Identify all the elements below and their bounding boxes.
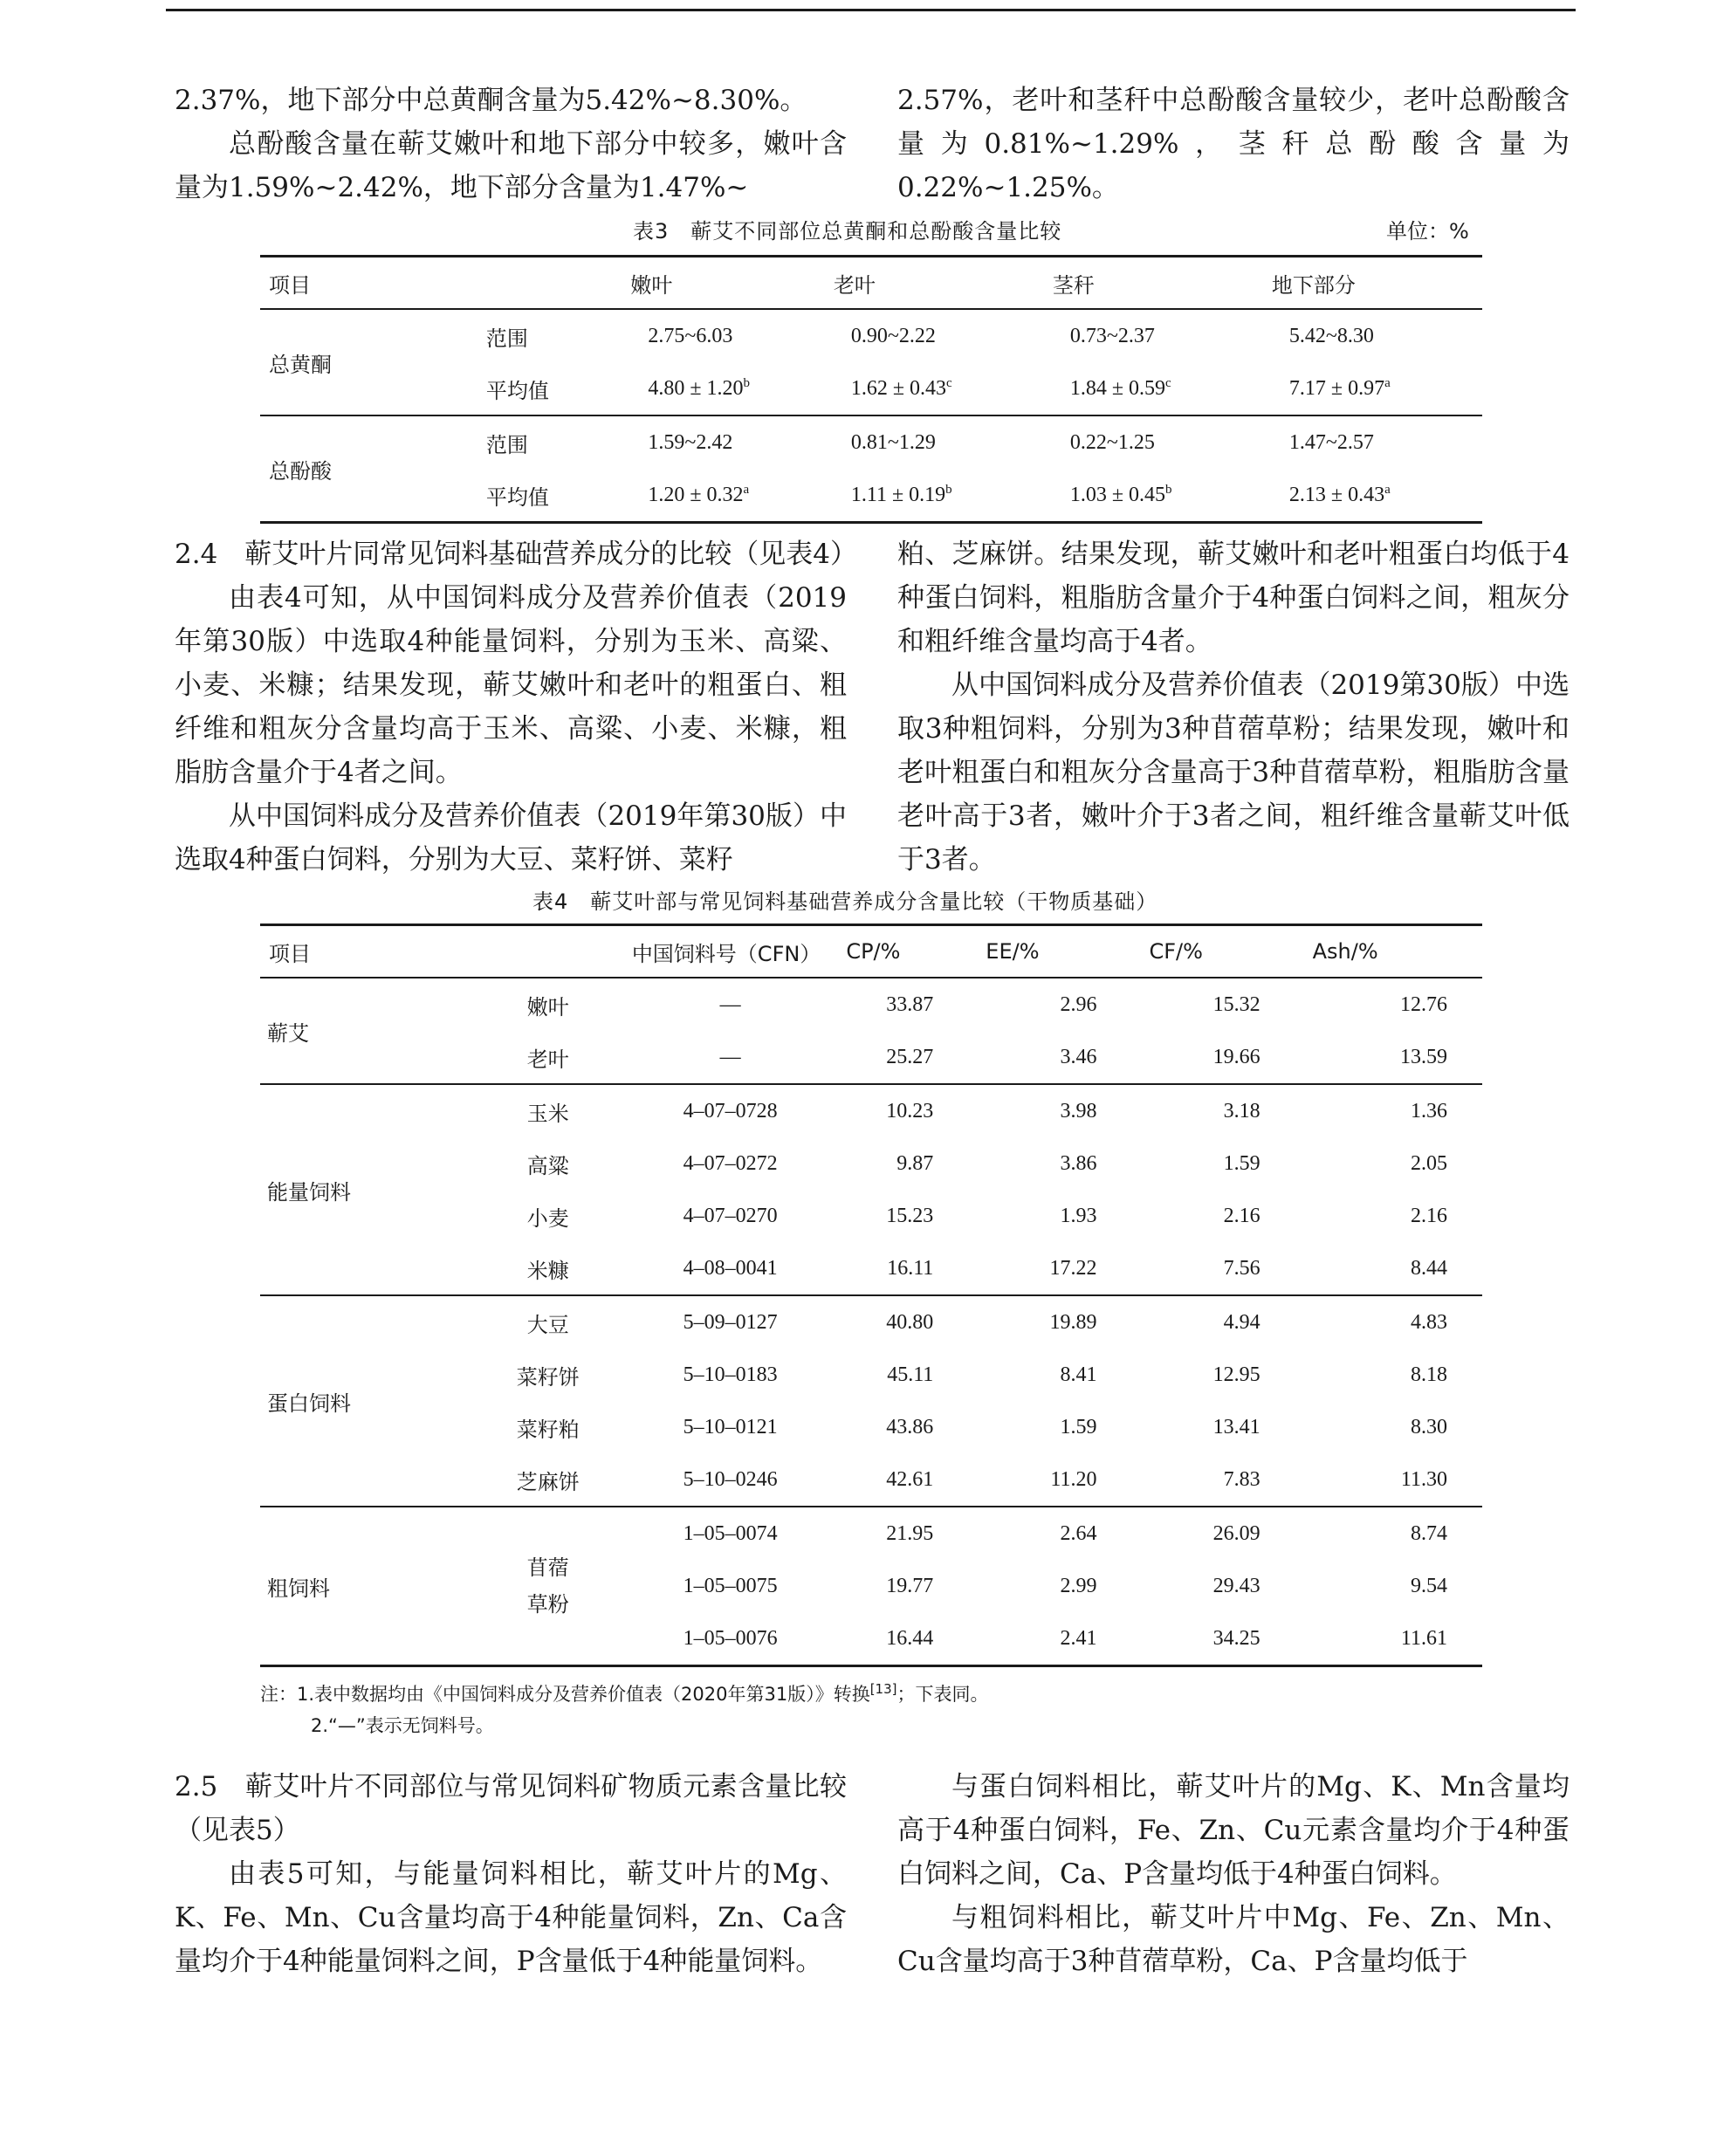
row-label: 米糠 bbox=[526, 1258, 569, 1283]
value-cell: 1.93 bbox=[1060, 1204, 1097, 1227]
value-cell: 33.87 bbox=[886, 992, 934, 1016]
table3 bbox=[260, 255, 1482, 524]
value-cell: 0.22~1.25 bbox=[1069, 430, 1155, 454]
top-right-column bbox=[897, 79, 1570, 209]
value-cell: 5.42~8.30 bbox=[1288, 324, 1374, 347]
value-cell: 42.61 bbox=[886, 1467, 934, 1491]
cfn-cell: 5–10–0246 bbox=[683, 1467, 778, 1491]
cfn-cell: 4–08–0041 bbox=[683, 1256, 778, 1280]
header-rule bbox=[166, 9, 1576, 11]
row-label: 大豆 bbox=[526, 1312, 569, 1337]
row-label: 玉米 bbox=[526, 1101, 569, 1126]
value-cell: 12.76 bbox=[1400, 992, 1447, 1016]
table-note: 2.“—”表示无饲料号。 bbox=[311, 1715, 494, 1736]
value-cell: 2.13 ± 0.43$^a$ bbox=[1288, 482, 1391, 506]
row-label: 老叶 bbox=[526, 1047, 569, 1072]
header-cell bbox=[473, 925, 623, 978]
table4-notes bbox=[260, 1679, 989, 1741]
value-cell: 3.18 bbox=[1223, 1099, 1260, 1123]
value-cell: 11.30 bbox=[1400, 1467, 1447, 1491]
header-cell: 中国饲料号（CFN） bbox=[631, 941, 821, 966]
value-cell: 17.22 bbox=[1049, 1256, 1097, 1280]
value-cell: 2.16 bbox=[1411, 1204, 1447, 1227]
header-cell: EE/% bbox=[986, 939, 1040, 964]
row-label: 小麦 bbox=[526, 1205, 569, 1231]
value-cell: 0.90~2.22 bbox=[850, 324, 936, 347]
value-cell: 1.03 ± 0.45$^b$ bbox=[1069, 482, 1172, 506]
header-cell: 地下部分 bbox=[1271, 272, 1356, 298]
value-cell: 8.41 bbox=[1060, 1363, 1097, 1386]
value-cell: 2.41 bbox=[1060, 1626, 1097, 1650]
value-cell: 15.32 bbox=[1212, 992, 1260, 1016]
sec24-left-column bbox=[175, 532, 858, 882]
table-header-row bbox=[260, 925, 1482, 978]
cfn-cell: 1–05–0074 bbox=[683, 1521, 778, 1545]
cfn-cell: 4–07–0270 bbox=[683, 1204, 778, 1227]
significance-mark: c bbox=[946, 375, 952, 390]
value-cell: 9.87 bbox=[896, 1151, 934, 1175]
cfn-cell: — bbox=[719, 992, 741, 1016]
row-label: 苜蓿草粉 bbox=[526, 1555, 569, 1617]
significance-mark: c bbox=[1165, 375, 1171, 390]
header-cell: Ash/% bbox=[1312, 939, 1378, 964]
table-group bbox=[260, 1084, 1482, 1295]
table4 bbox=[260, 924, 1482, 1667]
cfn-cell: — bbox=[719, 1045, 741, 1068]
value-cell: 16.11 bbox=[887, 1256, 934, 1280]
value-cell: 4.94 bbox=[1223, 1310, 1260, 1334]
significance-mark: b bbox=[945, 482, 952, 497]
table3-caption: 表3 蕲艾不同部位总黄酮和总酚酸含量比较 bbox=[633, 219, 1062, 244]
value-cell: 34.25 bbox=[1212, 1626, 1260, 1650]
row-label: 菜籽饼 bbox=[516, 1364, 580, 1390]
significance-mark: b bbox=[1165, 482, 1172, 497]
paragraph: 2.57%，老叶和茎秆中总酚酸含量较少，老叶总酚酸含量为0.81%~1.29%，茎秆总酚酸含量为0.22%~1.25%。 bbox=[897, 85, 1570, 203]
value-cell: 29.43 bbox=[1212, 1574, 1260, 1597]
value-cell: 1.59 bbox=[1223, 1151, 1260, 1175]
paragraph: 与蛋白饲料相比，蕲艾叶片的Mg、K、Mn含量均高于4种蛋白饲料，Fe、Zn、Cu元素含量均介于4种蛋白饲料之间，Ca、P含量均低于4种蛋白饲料。 bbox=[897, 1771, 1570, 1890]
significance-mark: a bbox=[743, 482, 750, 497]
group-label: 总黄酮 bbox=[269, 352, 332, 377]
value-cell: 45.11 bbox=[887, 1363, 934, 1386]
value-cell: 16.44 bbox=[886, 1626, 934, 1650]
section-heading: 2.4 蕲艾叶片同常见饲料基础营养成分的比较（见表4） bbox=[175, 539, 858, 570]
header-cell bbox=[477, 257, 622, 310]
cfn-cell: 4–07–0728 bbox=[683, 1099, 778, 1123]
value-cell: 19.77 bbox=[886, 1574, 934, 1597]
header-cell: 项目 bbox=[269, 272, 311, 298]
table-row bbox=[260, 1084, 1482, 1137]
cfn-cell: 5–10–0183 bbox=[683, 1363, 778, 1386]
significance-mark: b bbox=[743, 375, 751, 390]
header-cell: CP/% bbox=[846, 939, 901, 964]
top-left-column bbox=[175, 79, 847, 209]
table-group bbox=[260, 1295, 1482, 1507]
value-cell: 12.95 bbox=[1212, 1363, 1260, 1386]
table-row bbox=[260, 1295, 1482, 1349]
row-label: 平均值 bbox=[485, 378, 549, 403]
value-cell: 21.95 bbox=[886, 1521, 934, 1545]
value-cell: 4.83 bbox=[1411, 1310, 1447, 1334]
row-label: 高粱 bbox=[526, 1153, 569, 1178]
paragraph: 从中国饲料成分及营养价值表（2019年第30版）中选取4种蛋白饲料，分别为大豆、菜籽饼、菜籽 bbox=[175, 800, 847, 875]
value-cell: 2.05 bbox=[1411, 1151, 1447, 1175]
header-cell: 项目 bbox=[269, 941, 311, 966]
value-cell: 1.59 bbox=[1060, 1415, 1097, 1438]
value-cell: 19.89 bbox=[1049, 1310, 1097, 1334]
value-cell: 15.23 bbox=[886, 1204, 934, 1227]
sec25-left-column bbox=[175, 1765, 847, 1983]
value-cell: 8.74 bbox=[1411, 1521, 1447, 1545]
table-row bbox=[260, 1507, 1482, 1560]
value-cell: 1.62 ± 0.43$^c$ bbox=[850, 375, 952, 400]
value-cell: 2.64 bbox=[1060, 1521, 1097, 1545]
significance-mark: a bbox=[1384, 482, 1391, 497]
value-cell: 0.81~1.29 bbox=[850, 430, 936, 454]
value-cell: 19.66 bbox=[1212, 1045, 1260, 1068]
row-label: 范围 bbox=[485, 432, 528, 457]
value-cell: 40.80 bbox=[886, 1310, 934, 1334]
value-cell: 7.17 ± 0.97$^a$ bbox=[1288, 375, 1391, 400]
cfn-cell: 1–05–0075 bbox=[683, 1574, 778, 1597]
paragraph: 与粗饲料相比，蕲艾叶片中Mg、Fe、Zn、Mn、Cu含量均高于3种苜蓿草粉，Ca、P含量均低于 bbox=[897, 1902, 1570, 1977]
header-cell: 茎秆 bbox=[1052, 272, 1095, 298]
value-cell: 7.83 bbox=[1223, 1467, 1260, 1491]
citation: [13] bbox=[869, 1681, 897, 1697]
value-cell: 43.86 bbox=[886, 1415, 934, 1438]
paragraph: 从中国饲料成分及营养价值表（2019第30版）中选取3种粗饲料，分别为3种苜蓿草粉；结果发现，嫩叶和老叶粗蛋白和粗灰分含量高于3种苜蓿草粉，粗脂肪含量老叶高于3者，嫩叶介于3者之间，粗纤维含量蕲艾叶低于3者。 bbox=[897, 669, 1570, 875]
table-row bbox=[260, 415, 1482, 469]
table-group bbox=[260, 1507, 1482, 1666]
table-group bbox=[260, 415, 1482, 523]
group-label: 蕲艾 bbox=[267, 1020, 309, 1046]
row-label: 嫩叶 bbox=[526, 994, 569, 1020]
cfn-cell: 1–05–0076 bbox=[683, 1626, 778, 1650]
row-label: 菜籽粕 bbox=[516, 1417, 580, 1442]
significance-mark: a bbox=[1384, 375, 1391, 390]
cfn-cell: 4–07–0272 bbox=[683, 1151, 778, 1175]
value-cell: 1.20 ± 0.32$^a$ bbox=[648, 482, 750, 506]
value-cell: 11.20 bbox=[1050, 1467, 1097, 1491]
table-note: 注：1.表中数据均由《中国饲料成分及营养价值表（2020年第31版）》转换[13]；下表同。 bbox=[260, 1681, 989, 1705]
group-label: 总酚酸 bbox=[269, 458, 332, 484]
table-group bbox=[260, 978, 1482, 1084]
value-cell: 3.86 bbox=[1060, 1151, 1097, 1175]
cfn-cell: 5–10–0121 bbox=[683, 1415, 778, 1438]
table-header-row bbox=[260, 257, 1482, 310]
cfn-cell: 5–09–0127 bbox=[683, 1310, 778, 1334]
table-row bbox=[260, 978, 1482, 1031]
value-cell: 10.23 bbox=[886, 1099, 934, 1123]
group-label: 能量饲料 bbox=[267, 1179, 351, 1205]
value-cell: 1.47~2.57 bbox=[1288, 430, 1374, 454]
value-cell: 3.98 bbox=[1060, 1099, 1097, 1123]
value-cell: 1.84 ± 0.59$^c$ bbox=[1069, 375, 1171, 400]
value-cell: 11.61 bbox=[1400, 1626, 1447, 1650]
value-cell: 1.11 ± 0.19$^b$ bbox=[850, 482, 952, 506]
header-cell: CF/% bbox=[1149, 939, 1203, 964]
value-cell: 2.96 bbox=[1060, 992, 1097, 1016]
value-cell: 13.41 bbox=[1212, 1415, 1260, 1438]
paragraph: 由表5可知，与能量饲料相比，蕲艾叶片的Mg、K、Fe、Mn、Cu含量均高于4种能量饲料，Zn、Ca含量均介于4种能量饲料之间，P含量低于4种能量饲料。 bbox=[175, 1858, 847, 1977]
value-cell: 25.27 bbox=[886, 1045, 934, 1068]
sec25-right-column bbox=[897, 1765, 1570, 1983]
value-cell: 13.59 bbox=[1400, 1045, 1447, 1068]
value-cell: 8.18 bbox=[1411, 1363, 1447, 1386]
value-cell: 8.44 bbox=[1411, 1256, 1447, 1280]
paragraph: 由表4可知，从中国饲料成分及营养价值表（2019年第30版）中选取4种能量饲料，分别为玉米、高粱、小麦、米糠；结果发现，蕲艾嫩叶和老叶的粗蛋白、粗纤维和粗灰分含量均高于玉米、高粱、小麦、米糠，粗脂肪含量介于4者之间。 bbox=[175, 582, 847, 788]
group-label: 粗饲料 bbox=[267, 1576, 330, 1601]
paragraph: 总酚酸含量在蕲艾嫩叶和地下部分中较多，嫩叶含量为1.59%~2.42%，地下部分含量为1.47%~ bbox=[175, 128, 847, 203]
paragraph: 粕、芝麻饼。结果发现，蕲艾嫩叶和老叶粗蛋白均低于4种蛋白饲料，粗脂肪含量介于4种蛋白饲料之间，粗灰分和粗纤维含量均高于4者。 bbox=[897, 539, 1570, 657]
value-cell: 2.16 bbox=[1223, 1204, 1260, 1227]
row-label: 芝麻饼 bbox=[516, 1469, 580, 1494]
header-cell: 老叶 bbox=[833, 272, 876, 298]
value-cell: 4.80 ± 1.20$^b$ bbox=[648, 375, 751, 400]
value-cell: 9.54 bbox=[1411, 1574, 1447, 1597]
value-cell: 8.30 bbox=[1411, 1415, 1447, 1438]
table4-caption: 表4 蕲艾叶部与常见饲料基础营养成分含量比较（干物质基础） bbox=[532, 889, 1158, 914]
row-label: 平均值 bbox=[485, 484, 549, 510]
row-label: 范围 bbox=[485, 326, 528, 351]
section-heading: 2.5 蕲艾叶片不同部位与常见饲料矿物质元素含量比较（见表5） bbox=[175, 1771, 847, 1846]
value-cell: 1.36 bbox=[1411, 1099, 1447, 1123]
table3-unit: 单位：% bbox=[1386, 219, 1469, 244]
value-cell: 3.46 bbox=[1060, 1045, 1097, 1068]
value-cell: 1.59~2.42 bbox=[648, 430, 733, 454]
table-group bbox=[260, 309, 1482, 415]
value-cell: 7.56 bbox=[1223, 1256, 1260, 1280]
sec24-right-column bbox=[897, 532, 1570, 882]
paragraph: 2.37%，地下部分中总黄酮含量为5.42%~8.30%。 bbox=[175, 85, 807, 116]
header-cell: 嫩叶 bbox=[630, 272, 673, 298]
value-cell: 2.75~6.03 bbox=[648, 324, 733, 347]
table-row bbox=[260, 309, 1482, 362]
value-cell: 26.09 bbox=[1212, 1521, 1260, 1545]
group-label: 蛋白饲料 bbox=[267, 1390, 351, 1416]
value-cell: 2.99 bbox=[1060, 1574, 1097, 1597]
value-cell: 0.73~2.37 bbox=[1069, 324, 1155, 347]
